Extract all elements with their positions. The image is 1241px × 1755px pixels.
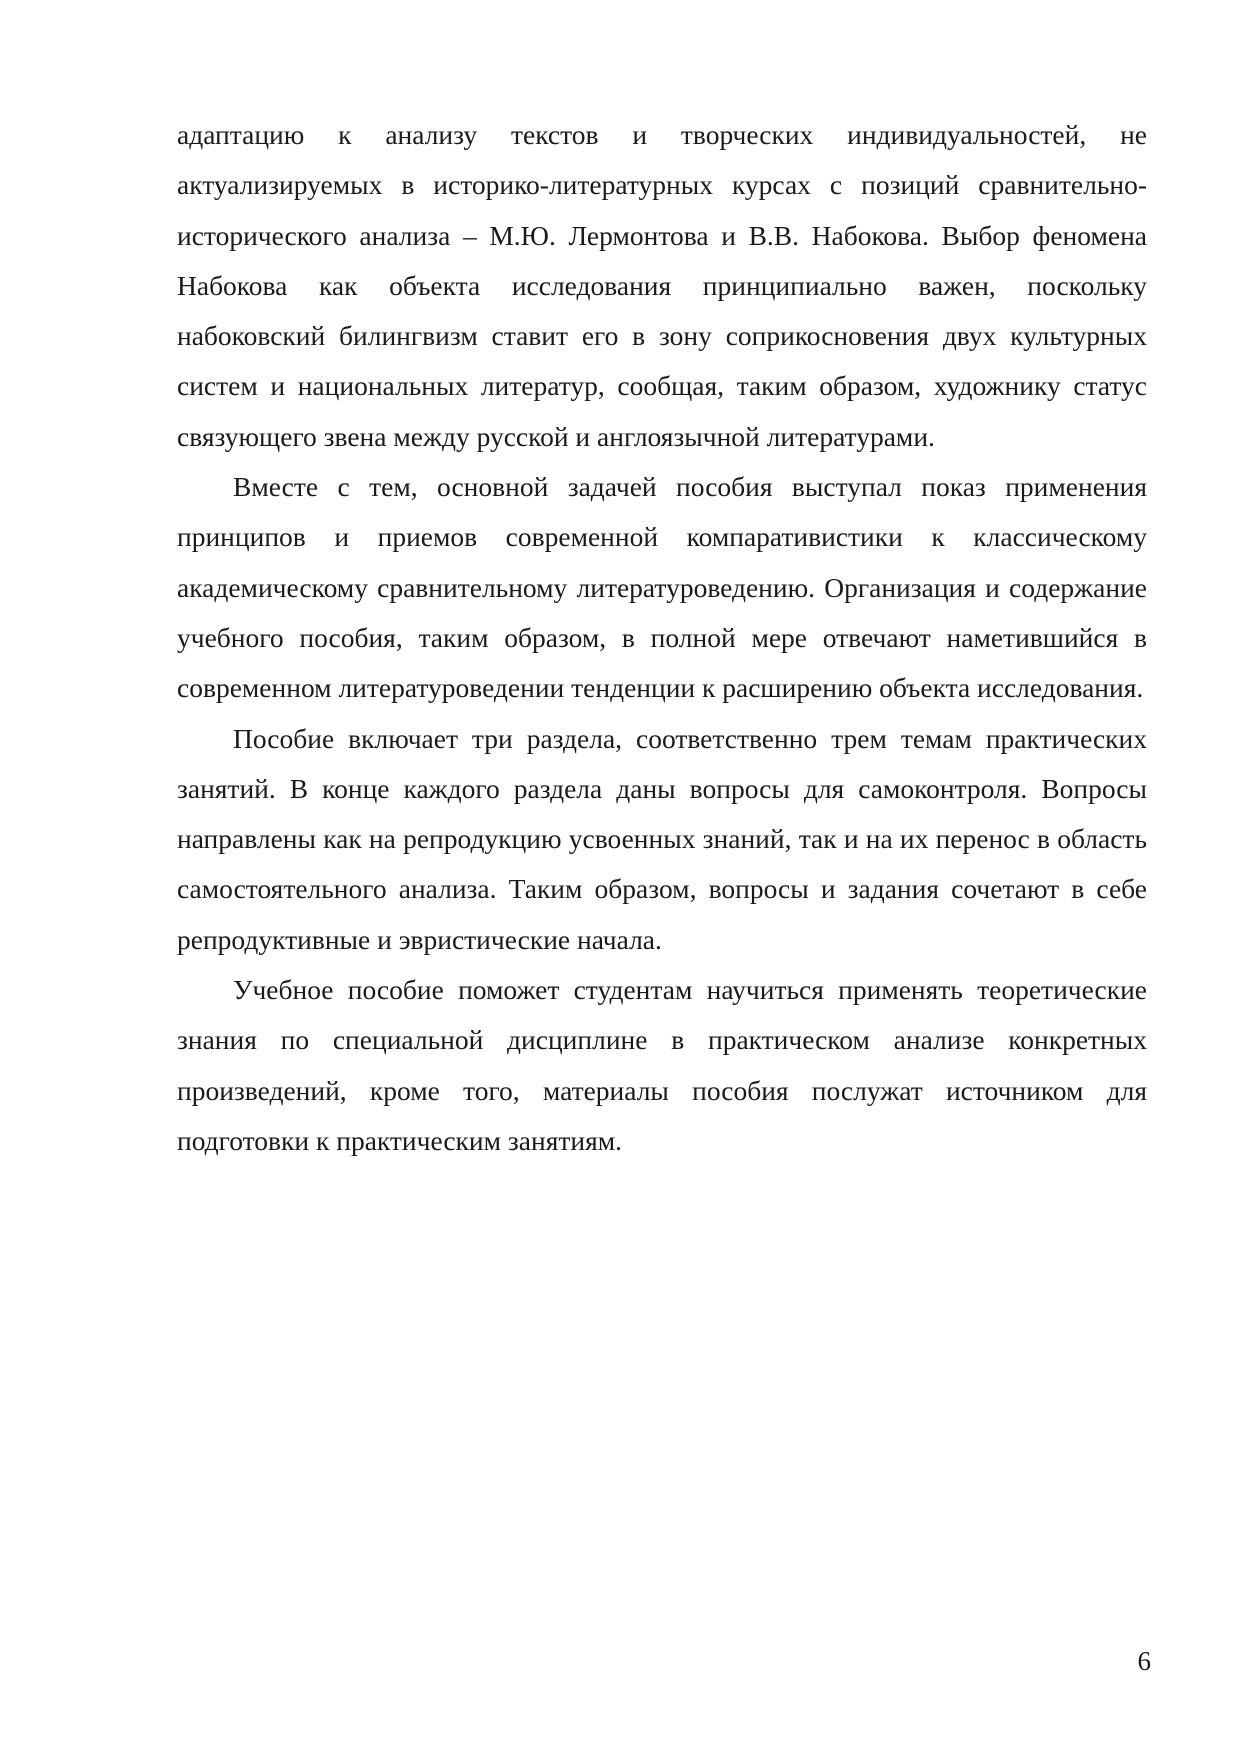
paragraph-continuation: адаптацию к анализу текстов и творческих индивидуальностей, не актуализируемых в историко-литературных курсах с позиций сравнительно-исторического анализа – М.Ю. Лермонтова и В.В. Набокова. Выбор феномена Набокова как объекта исследования принципиально важен, поскольку набоковский билингвизм ставит его в зону соприкосновения двух культурных систем и национальных литератур, сообщая, таким образом, художнику статус связующего звена между русской и англоязычной литературами.: [177, 119, 1147, 452]
paragraph-main-task: Вместе с тем, основной задачей пособия выступал показ применения принципов и приемов современной компаративистики к классическому академическому сравнительному литературоведению. Организация и содержание учебного пособия, таким образом, в полной мере отвечают наметившийся в современном литературоведении тенденции к расширению объекта исследования.: [177, 471, 1147, 704]
paragraph-structure: Пособие включает три раздела, соответственно трем темам практических занятий. В конце каждого раздела даны вопросы для самоконтроля. Вопросы направлены как на репродукцию усвоенных знаний, так и на их перенос в область самостоятельного анализа. Таким образом, вопросы и задания сочетают в себе репродуктивные и эвристические начала.: [177, 722, 1147, 955]
paragraph-purpose: Учебное пособие поможет студентам научиться применять теоретические знания по специальной дисциплине в практическом анализе конкретных произведений, кроме того, материалы пособия послужат источником для подготовки к практическим занятиям.: [177, 974, 1147, 1156]
body-text: [177, 110, 1147, 1166]
page-number: 6: [1137, 1646, 1151, 1676]
